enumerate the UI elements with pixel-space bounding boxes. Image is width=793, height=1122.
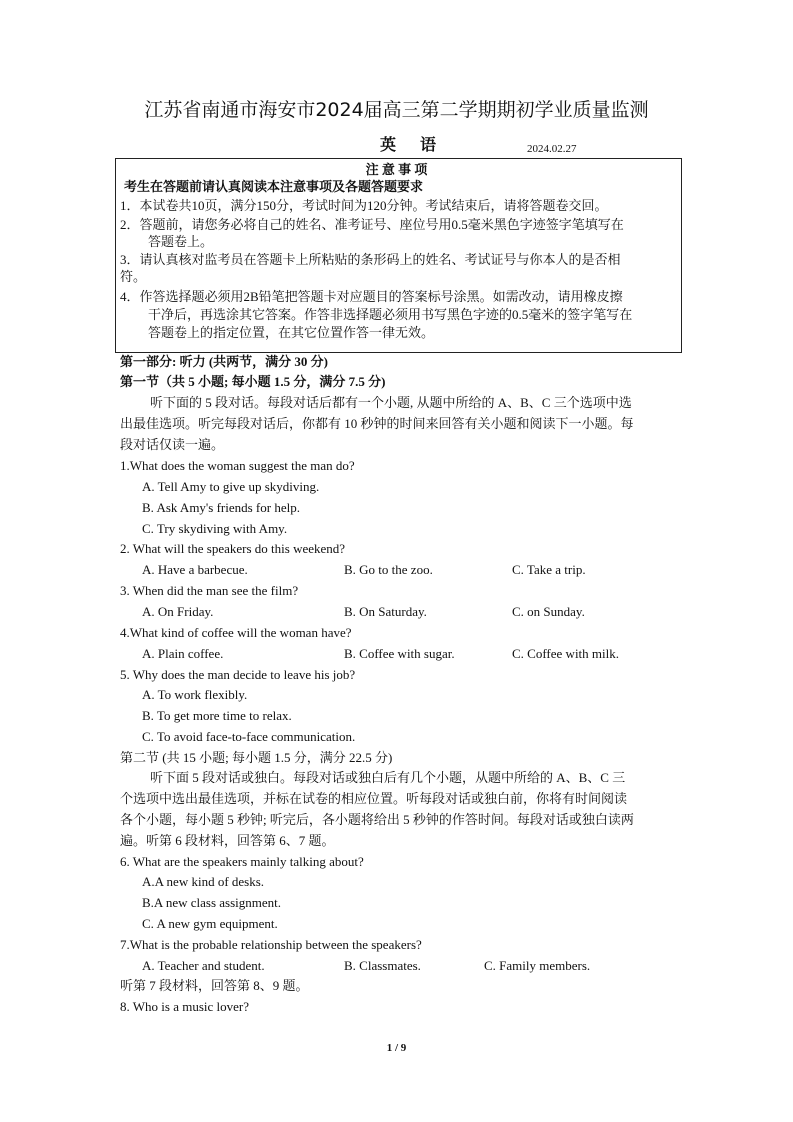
section-title: 第一节（共 5 小题; 每小题 1.5 分，满分 7.5 分) [120, 374, 386, 389]
instructions: 各个小题，每小题 5 秒钟; 听完后，各小题将给出 5 秒钟的作答时间。每段对话或独白读两 [120, 812, 634, 827]
option: C. Take a trip. [512, 562, 586, 577]
instructions: 个选项中选出最佳选项，并标在试卷的相应位置。听每段对话或独白前，你将有时间阅读 [120, 791, 628, 806]
question: 3. When did the man see the film? [120, 583, 299, 598]
question: 5. Why does the man decide to leave his job? [120, 667, 356, 682]
option: C. Try skydiving with Amy. [142, 521, 288, 536]
option: B. To get more time to relax. [142, 708, 292, 723]
notice-item: 干净后，再选涂其它答案。作答非选择题必须用书写黑色字迹的0.5毫米的签字笔写在 [148, 307, 633, 322]
notice-item: 3．请认真核对监考员在答题卡上所粘贴的条形码上的姓名、考试证号与你本人的是否相 [120, 252, 621, 267]
option: C. on Sunday. [512, 604, 585, 619]
exam-date: 2024.02.27 [527, 143, 577, 155]
option: A. Tell Amy to give up skydiving. [142, 479, 320, 494]
exam-title: 江苏省南通市海安市2024届高三第二学期期初学业质量监测 [144, 99, 649, 121]
section-note: 听第 7 段材料，回答第 8、9 题。 [120, 978, 309, 993]
option: B. Coffee with sugar. [344, 646, 455, 661]
option: B. Classmates. [344, 958, 421, 973]
notice-item: 1．本试卷共10页，满分150分，考试时间为120分钟。考试结束后，请将答题卷交回。 [120, 198, 608, 213]
option: B.A new class assignment. [142, 895, 282, 910]
option: B. On Saturday. [344, 604, 427, 619]
option: A. On Friday. [142, 604, 214, 619]
question: 8. Who is a music lover? [120, 999, 250, 1014]
notice-intro: 考生在答题前请认真阅读本注意事项及各题答题要求 [124, 179, 424, 194]
option: A. Have a barbecue. [142, 562, 248, 577]
option: C. To avoid face-to-face communication. [142, 729, 356, 744]
option: A. Teacher and student. [142, 958, 265, 973]
option: C. Family members. [484, 958, 591, 973]
instructions: 听下面 5 段对话或独白。每段对话或独白后有几个小题，从题中所给的 A、B、C 三 [150, 770, 626, 785]
notice-item: 答题卷上的指定位置，在其它位置作答一律无效。 [148, 325, 435, 340]
instructions: 出最佳选项。听完每段对话后，你都有 10 秒钟的时间来回答有关小题和阅读下一小题。每 [120, 416, 634, 431]
option: B. Go to the zoo. [344, 562, 433, 577]
option: C. Coffee with milk. [512, 646, 620, 661]
instructions: 遍。听第 6 段材料，回答第 6、7 题。 [120, 833, 335, 848]
notice-item: 答题卷上。 [148, 234, 214, 249]
question: 2. What will the speakers do this weekend? [120, 541, 346, 556]
instructions: 段对话仅读一遍。 [120, 437, 225, 452]
notice-item: 2．答题前，请您务必将自己的姓名、准考证号、座位号用0.5毫米黑色字迹签字笔填写在 [120, 217, 624, 232]
question: 1.What does the woman suggest the man do? [120, 458, 355, 473]
question: 6. What are the speakers mainly talking about? [120, 854, 364, 869]
option: A. Plain coffee. [142, 646, 224, 661]
question: 7.What is the probable relationship between the speakers? [120, 937, 422, 952]
question: 4.What kind of coffee will the woman have? [120, 625, 352, 640]
part-title: 第一部分: 听力 (共两节，满分 30 分) [120, 354, 328, 369]
option: A.A new kind of desks. [142, 874, 265, 889]
notice-heading: 注 意 事 项 [365, 162, 428, 177]
notice-item: 符。 [120, 269, 147, 284]
option: A. To work flexibly. [142, 687, 248, 702]
notice-item: 4．作答选择题必须用2B铅笔把答题卡对应题目的答案标号涂黑。如需改动，请用橡皮擦 [120, 289, 623, 304]
option: C. A new gym equipment. [142, 916, 278, 931]
subject: 英 语 [380, 137, 447, 154]
section-title: 第二节 (共 15 小题; 每小题 1.5 分，满分 22.5 分) [120, 750, 393, 765]
instructions: 听下面的 5 段对话。每段对话后都有一个小题, 从题中所给的 A、B、C 三个选项中选 [150, 395, 632, 410]
page-number: 1 / 9 [386, 1042, 407, 1054]
option: B. Ask Amy's friends for help. [142, 500, 300, 515]
